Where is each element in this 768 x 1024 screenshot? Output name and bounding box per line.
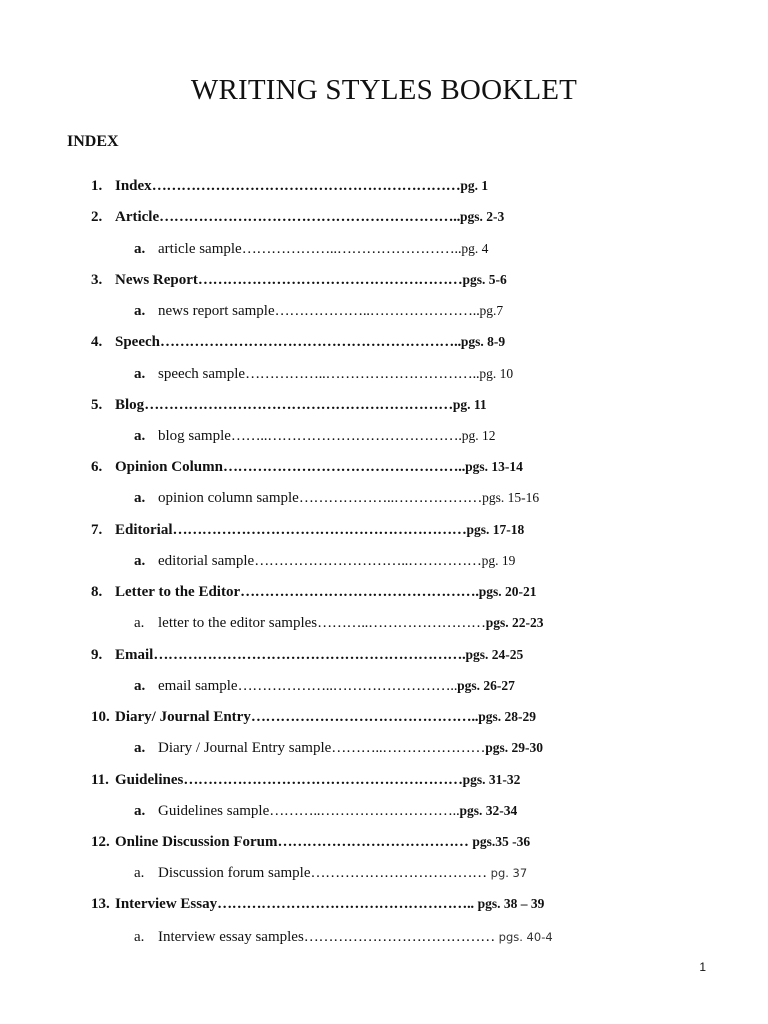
- leader-dots: ………………………………………………………: [144, 397, 453, 413]
- page-ref: pgs. 13-14: [465, 459, 523, 474]
- page-ref: pgs. 38 – 39: [477, 896, 545, 911]
- page-ref: pgs. 29-30: [485, 740, 543, 755]
- page-ref: pg. 12: [461, 428, 496, 443]
- list-item: [91, 270, 507, 290]
- page-ref: pgs. 22-23: [485, 615, 544, 630]
- list-item: [91, 520, 524, 540]
- leader-dots: ……..………………………………….: [230, 428, 462, 444]
- item-label: Diary / Journal Entry sample: [158, 740, 332, 756]
- item-label: Interview Essay: [115, 896, 218, 912]
- leader-dots: …………………………………: [303, 929, 495, 945]
- item-label: Article: [115, 209, 160, 225]
- item-label: editorial sample: [158, 553, 255, 569]
- leader-dots: ………………………………………….: [240, 584, 479, 600]
- item-number: 7.: [91, 522, 103, 538]
- item-label: News Report: [115, 272, 198, 288]
- item-label: Diary/ Journal Entry: [115, 709, 251, 725]
- page-ref: pgs. 17-18: [466, 522, 525, 537]
- item-number: 12.: [91, 834, 110, 850]
- item-label: opinion column sample: [158, 490, 299, 506]
- item-number: a.: [134, 865, 145, 881]
- item-number: a.: [134, 740, 146, 756]
- list-item: [134, 301, 503, 321]
- page-ref: pg. 11: [452, 397, 487, 412]
- item-label: Interview essay samples: [158, 929, 304, 945]
- page-ref: pg. 4: [461, 241, 489, 256]
- item-label: Speech: [115, 334, 160, 350]
- item-number: 3.: [91, 272, 103, 288]
- leader-dots: ………..……………………: [317, 615, 486, 631]
- leader-dots: ………………………………………………: [197, 272, 463, 288]
- item-number: 5.: [91, 397, 103, 413]
- item-number: 8.: [91, 584, 103, 600]
- page-ref: pgs. 40-4: [498, 930, 553, 944]
- page-ref: pgs. 32-34: [459, 803, 518, 818]
- page-ref: pgs. 28-29: [478, 709, 537, 724]
- leader-dots: …………………………..……………: [254, 553, 482, 569]
- leader-dots: ………………..…………………..: [274, 303, 480, 319]
- leader-dots: ……………..…………………………..: [245, 366, 480, 382]
- page-ref: pgs. 24-25: [465, 647, 524, 662]
- page-ref: pg. 19: [481, 553, 516, 568]
- leader-dots: ………………..……………………..: [241, 241, 462, 257]
- item-number: a.: [134, 303, 146, 319]
- item-label: Index: [115, 178, 152, 194]
- item-number: a.: [134, 553, 146, 569]
- page-ref: pgs. 15-16: [482, 490, 540, 505]
- item-label: Opinion Column: [115, 459, 223, 475]
- page-ref: pgs. 2-3: [460, 209, 505, 224]
- item-number: a.: [134, 241, 146, 257]
- item-number: a.: [134, 803, 146, 819]
- item-label: blog sample: [158, 428, 231, 444]
- leader-dots: ………..………………………..: [269, 803, 460, 819]
- item-number: a.: [134, 678, 146, 694]
- leader-dots: …………………………………………………: [183, 772, 463, 788]
- page-ref: pg. 10: [479, 366, 514, 381]
- item-number: 9.: [91, 647, 103, 663]
- index-heading: INDEX: [67, 133, 119, 150]
- item-label: Guidelines: [115, 772, 184, 788]
- item-number: 10.: [91, 709, 110, 725]
- leader-dots: ……………………………………………………..: [160, 334, 461, 350]
- list-item: [134, 801, 517, 821]
- list-item: [91, 176, 488, 196]
- leader-dots: ……………………………………………………: [172, 522, 467, 538]
- page-ref: pgs.35 -36: [472, 834, 531, 849]
- list-item: [91, 207, 504, 227]
- page-number: 1: [699, 960, 706, 974]
- item-label: Letter to the Editor: [115, 584, 241, 600]
- page-ref: pgs. 31-32: [462, 772, 521, 787]
- page-ref: pg. 37: [490, 866, 528, 880]
- page-ref: pgs. 26-27: [457, 678, 515, 693]
- list-item: [91, 332, 505, 352]
- list-item: [134, 551, 515, 571]
- page-ref: pgs. 20-21: [478, 584, 537, 599]
- leader-dots: ……………………………………………………….: [153, 647, 466, 663]
- item-label: Blog: [115, 397, 145, 413]
- item-label: Guidelines sample: [158, 803, 270, 819]
- list-item: [91, 894, 544, 914]
- leader-dots: …………………………………: [277, 834, 469, 850]
- leader-dots: ………………………………………..: [250, 709, 479, 725]
- item-label: article sample: [158, 241, 242, 257]
- list-item: [91, 832, 530, 852]
- page-ref: pgs. 5-6: [462, 272, 507, 287]
- page-ref: pg. 1: [460, 178, 489, 193]
- item-label: Email: [115, 647, 154, 663]
- leader-dots: ………………………………………………………: [151, 178, 461, 194]
- item-label: letter to the editor samples: [158, 615, 318, 631]
- list-item: [91, 457, 523, 477]
- item-label: Online Discussion Forum: [115, 834, 278, 850]
- leader-dots: ……………………………………………..: [217, 896, 474, 912]
- list-item: [134, 364, 513, 384]
- list-item: [91, 395, 487, 415]
- item-number: 4.: [91, 334, 103, 350]
- page-title: WRITING STYLES BOOKLET: [190, 74, 578, 106]
- list-item: [91, 707, 536, 727]
- list-item: [134, 426, 496, 446]
- list-item: [134, 488, 539, 508]
- list-item: [134, 927, 553, 947]
- leader-dots: ………..…………………: [331, 740, 486, 756]
- item-number: 13.: [91, 896, 110, 912]
- item-number: a.: [134, 615, 145, 631]
- list-item: [91, 645, 523, 665]
- list-item: [134, 239, 488, 259]
- item-number: 11.: [91, 772, 109, 788]
- list-item: [134, 613, 544, 633]
- list-item: [134, 863, 527, 883]
- item-number: a.: [134, 428, 146, 444]
- leader-dots: …………………………………………..: [222, 459, 466, 475]
- leader-dots: ………………………………: [310, 865, 487, 881]
- item-label: email sample: [158, 678, 238, 694]
- leader-dots: ………………..………………: [298, 490, 483, 506]
- list-item: [134, 738, 543, 758]
- page-ref: pgs. 8-9: [460, 334, 506, 349]
- item-label: news report sample: [158, 303, 275, 319]
- list-item: [91, 770, 520, 790]
- item-number: 2.: [91, 209, 103, 225]
- list-item: [91, 582, 537, 602]
- item-label: speech sample: [158, 366, 246, 382]
- item-number: a.: [134, 490, 146, 506]
- item-label: Discussion forum sample: [158, 865, 311, 881]
- leader-dots: ………………..……………………..: [237, 678, 458, 694]
- item-number: 6.: [91, 459, 103, 475]
- leader-dots: ……………………………………………………..: [159, 209, 461, 225]
- item-label: Editorial: [115, 522, 173, 538]
- list-item: [134, 676, 515, 696]
- item-number: a.: [134, 929, 145, 945]
- page-ref: pg.7: [479, 303, 504, 318]
- item-number: a.: [134, 366, 146, 382]
- item-number: 1.: [91, 178, 103, 194]
